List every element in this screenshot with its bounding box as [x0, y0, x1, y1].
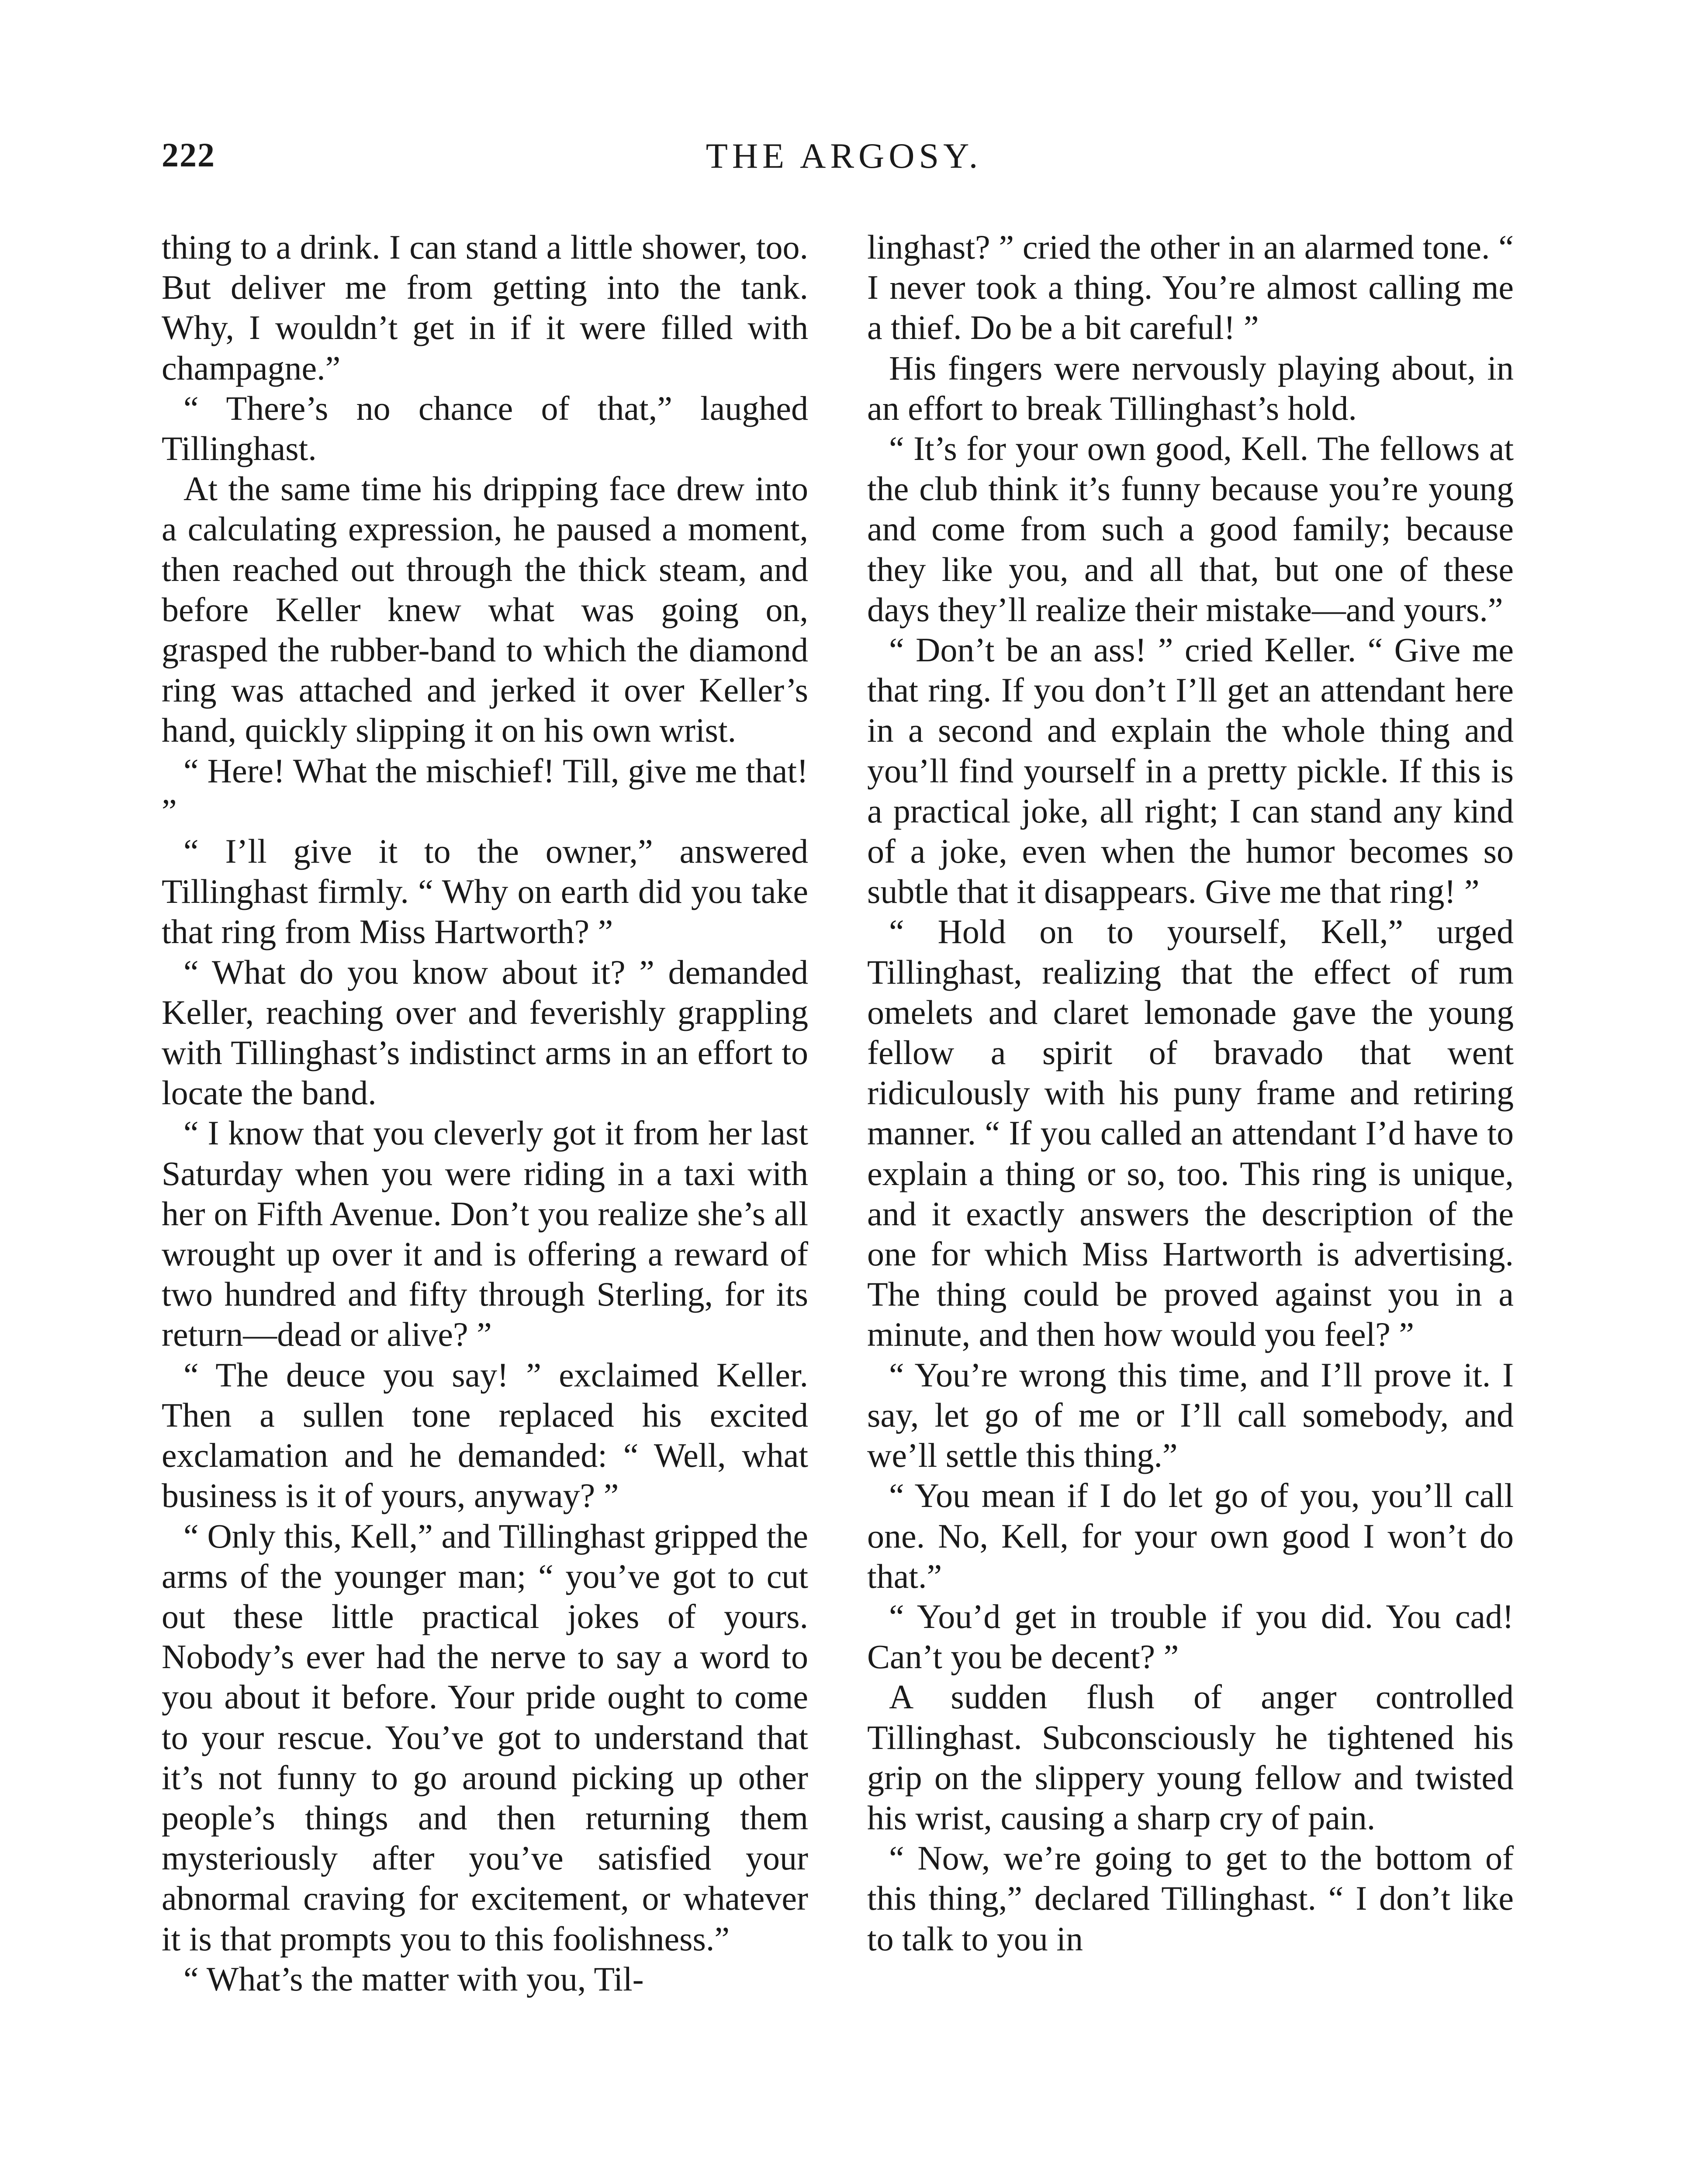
page-number: 222 [162, 136, 215, 174]
paragraph: “ Here! What the mischief! Till, give me that! ” [162, 751, 808, 830]
paragraph: “ What do you know about it? ” demanded Keller, reaching over and feverishly grappling with Tillinghast’s indistinct arms in an effort to locate the band. [162, 953, 808, 1112]
paragraph: linghast? ” cried the other in an alarmed tone. “ I never took a thing. You’re almost calling me a thief. Do be a bit careful! ” [867, 228, 1514, 347]
paragraph: At the same time his dripping face drew into a calculating expression, he paused a moment, then reached out through the thick steam, and before Keller knew what was going on, grasped the rubber-band to which the diamond ring was attached and jerked it over Keller’s hand, quickly slipping it on his own wrist. [162, 470, 808, 750]
paragraph: “ You’d get in trouble if you did. You cad! Can’t you be decent? ” [867, 1597, 1514, 1676]
page-header [162, 135, 1526, 188]
paragraph: “ I know that you cleverly got it from her last Saturday when you were riding in a taxi with her on Fifth Avenue. Don’t you realize she’s all wrought up over it and is offering a reward of two hundred and fifty through Sterling, for its return—dead or alive? ” [162, 1114, 808, 1354]
left-column [162, 227, 808, 1999]
running-head: THE ARGOSY. [706, 136, 982, 176]
paragraph: A sudden flush of anger controlled Tillinghast. Subconsciously he tightened his grip on the slippery young fellow and twisted his wrist, causing a sharp cry of pain. [867, 1678, 1514, 1837]
paragraph: “ You’re wrong this time, and I’ll prove it. I say, let go of me or I’ll call somebody, and we’ll settle this thing.” [867, 1355, 1514, 1475]
paragraph: “ I’ll give it to the owner,” answered Tillinghast firmly. “ Why on earth did you take that ring from Miss Hartworth? ” [162, 832, 808, 951]
paragraph: thing to a drink. I can stand a little shower, too. But deliver me from getting into the tank. Why, I wouldn’t get in if it were filled with champagne.” [162, 228, 808, 387]
paragraph: “ Don’t be an ass! ” cried Keller. “ Give me that ring. If you don’t I’ll get an attendant here in a second and explain the whole thing and you’ll find yourself in a pretty pickle. If this is a practical joke, all right; I can stand any kind of a joke, even when the humor becomes so subtle that it disappears. Give me that ring! ” [867, 631, 1514, 911]
paragraph: His fingers were nervously playing about, in an effort to break Tillinghast’s hold. [867, 349, 1514, 427]
paragraph: “ Now, we’re going to get to the bottom of this thing,” declared Tillinghast. “ I don’t like to talk to you in [867, 1839, 1514, 1958]
paragraph: “ What’s the matter with you, Til- [183, 1959, 644, 1998]
paragraph: “ Only this, Kell,” and Tillinghast gripped the arms of the younger man; “ you’ve got to cut out these little practical jokes of yours. Nobody’s ever had the nerve to say a word to you about it before. Your pride ought to come to your rescue. You’ve got to understand that it’s not funny to go around picking up other people’s things and then returning them mysteriously after you’ve satisfied your abnormal craving for excitement, or whatever it is that prompts you to this foolishness.” [162, 1517, 808, 1958]
paragraph: “ You mean if I do let go of you, you’ll call one. No, Kell, for your own good I won’t do that.” [867, 1476, 1514, 1595]
paragraph: “ Hold on to yourself, Kell,” urged Tillinghast, realizing that the effect of rum omelets and claret lemonade gave the young fellow a spirit of bravado that went ridiculously with his puny frame and retiring manner. “ If you called an attendant I’d have to explain a thing or so, too. This ring is unique, and it exactly answers the description of the one for which Miss Hartworth is advertising. The thing could be proved against you in a minute, and then how would you feel? ” [867, 912, 1514, 1354]
right-column [867, 227, 1514, 1959]
paragraph: “ It’s for your own good, Kell. The fellows at the club think it’s funny because you’re young and come from such a good family; because they like you, and all that, but one of these days they’ll realize their mistake—and yours.” [867, 429, 1514, 629]
paragraph: “ The deuce you say! ” exclaimed Keller. Then a sullen tone replaced his excited exclamation and he demanded: “ Well, what business is it of yours, anyway? ” [162, 1355, 808, 1515]
paragraph: “ There’s no chance of that,” laughed Tillinghast. [162, 389, 808, 468]
